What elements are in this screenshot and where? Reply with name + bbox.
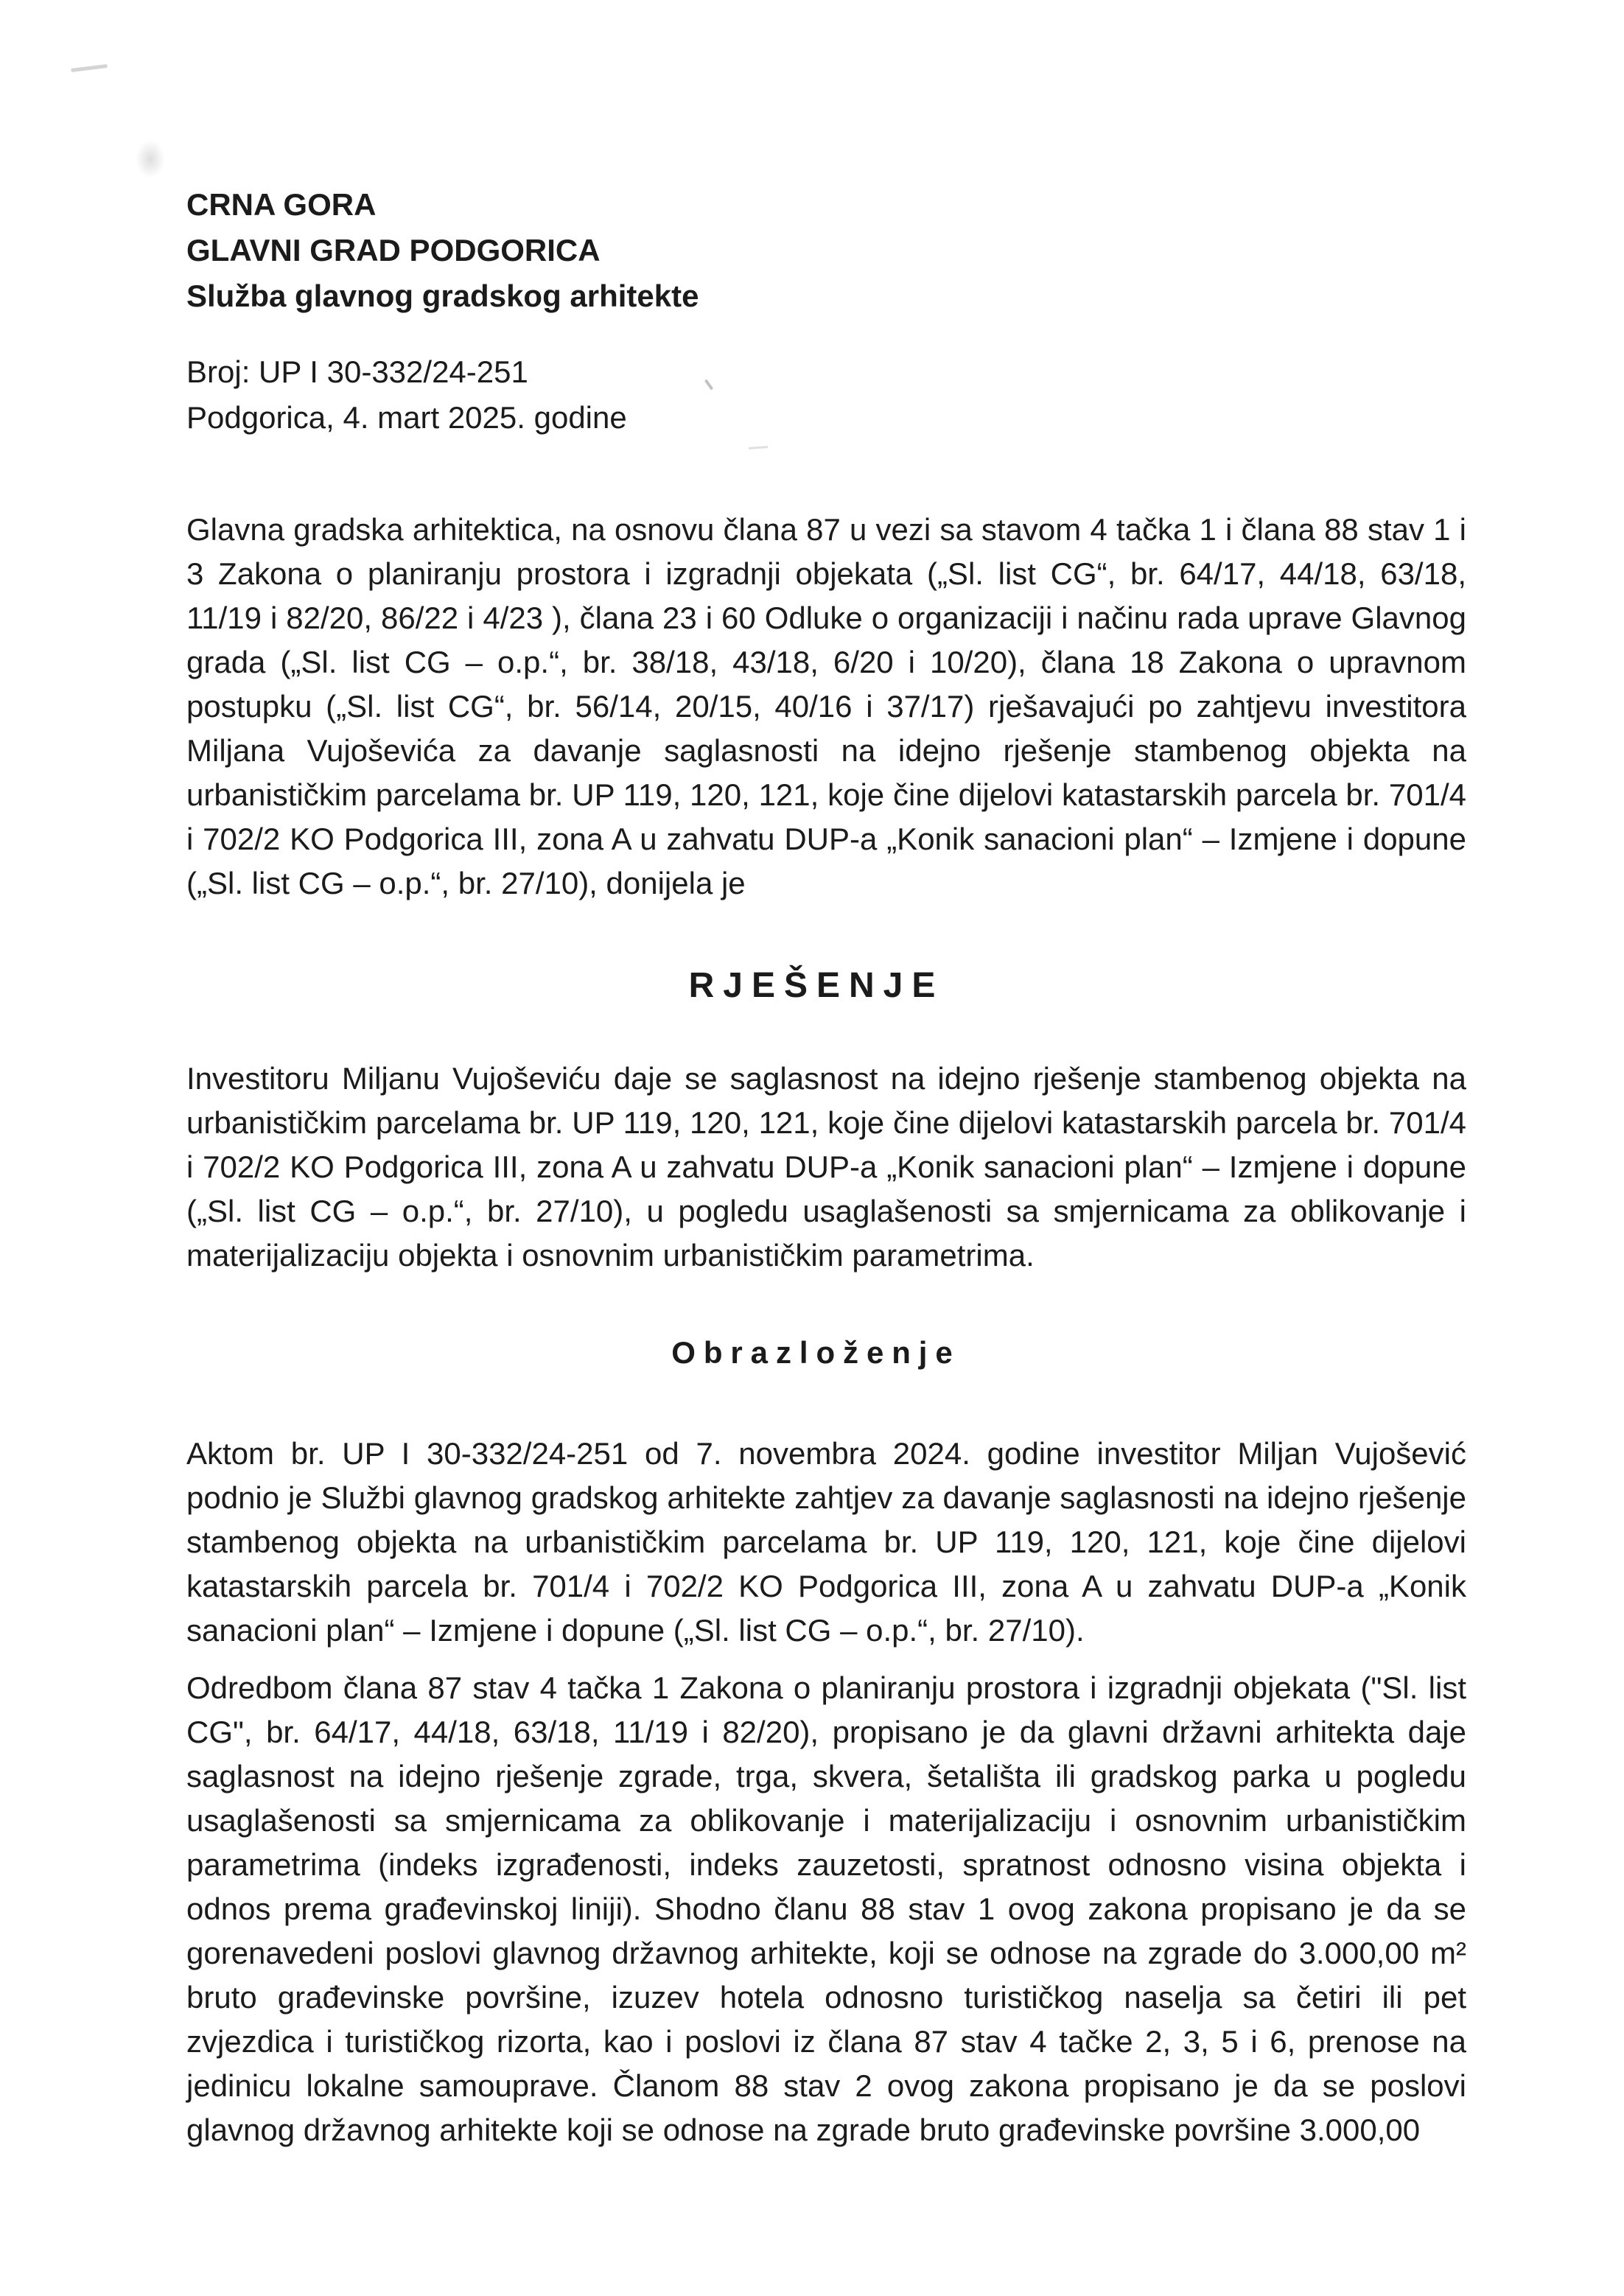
- letterhead-city: GLAVNI GRAD PODGORICA: [186, 233, 601, 267]
- case-number-line: Broj: UP I 30-332/24-251: [186, 354, 528, 389]
- place-date-line: Podgorica, 4. mart 2025. godine: [186, 400, 627, 435]
- intro-paragraph: Glavna gradska arhitektica, na osnovu člana 87 u vezi sa stavom 4 tačka 1 i člana 88 stav 1 i 3 Zakona o planiranju prostora i izgradnji objekata („Sl. list CG“, br. 64/17, 44/18, 63/18, 11/19 i 82/20, 86/22 i 4/23 ), člana 23 i 60 Odluke o organizaciji i načinu rada uprave Glavnog grada („Sl. list CG – o.p.“, br. 38/18, 43/18, 6/20 i 10/20), člana 18 Zakona o upravnom postupku („Sl. list CG“, br. 56/14, 20/15, 40/16 i 37/17) rješavajući po zahtjevu investitora Miljana Vujoševića za davanje saglasnosti na idejno rješenje stambenog objekta na urbanističkim parcelama br. UP 119, 120, 121, koje čine dijelovi katastarskih parcela br. 701/4 i 702/2 KO Podgorica III, zona A u zahvatu DUP-a „Konik sanacioni plan“ – Izmjene i dopune („Sl. list CG – o.p.“, br. 27/10), donijela je: [186, 512, 1466, 900]
- scan-artifact: [136, 140, 165, 178]
- explanation-paragraph-2: Odredbom člana 87 stav 4 tačka 1 Zakona o planiranju prostora i izgradnji objekata ("Sl. list CG", br. 64/17, 44/18, 63/18, 11/19 i 82/20), propisano je da glavni državni arhitekta daje saglasnost na idejno rješenje zgrade, trga, skvera, šetališta ili gradskog parka u pogledu usaglašenosti sa smjernicama za oblikovanje i materijalizaciju i osnovnim urbanističkim parametrima (indeks izgrađenosti, indeks zauzetosti, spratnost odnosno visina objekta i odnos prema građevinskoj liniji). Shodno članu 88 stav 1 ovog zakona propisano je da se gorenavedeni poslovi glavnog državnog arhitekte, koji se odnose na zgrade do 3.000,00 m² bruto građevinske površine, izuzev hotela odnosno turističkog naselja sa četiri ili pet zvjezdica i turističkog rizorta, kao i poslovi iz člana 87 stav 4 tačke 2, 3, 5 i 6, prenose na jedinicu lokalne samouprave. Članom 88 stav 2 ovog zakona propisano je da se poslovi glavnog državnog arhitekte koji se odnose na zgrade bruto građevinske površine 3.000,00: [186, 1670, 1466, 2147]
- letterhead-office: Služba glavnog gradskog arhitekte: [186, 279, 699, 313]
- scan-artifact: [749, 446, 768, 449]
- letterhead: [186, 182, 699, 319]
- reference-block: [186, 349, 627, 441]
- explanation-heading: Obrazloženje: [671, 1335, 961, 1370]
- scan-artifact: [704, 379, 713, 390]
- letterhead-country: CRNA GORA: [186, 187, 377, 222]
- decision-heading: RJEŠENJE: [688, 966, 945, 1005]
- explanation-paragraph-1: Aktom br. UP I 30-332/24-251 od 7. novembra 2024. godine investitor Miljan Vujošević podnio je Službi glavnog gradskog arhitekte zahtjev za davanje saglasnosti na idejno rješenje stambenog objekta na urbanističkim parcelama br. UP 119, 120, 121, koje čine dijelovi katastarskih parcela br. 701/4 i 702/2 KO Podgorica III, zona A u zahvatu DUP-a „Konik sanacioni plan“ – Izmjene i dopune („Sl. list CG – o.p.“, br. 27/10).: [186, 1436, 1466, 1648]
- scan-artifact: [71, 64, 108, 72]
- decision-paragraph: Investitoru Miljanu Vujoševiću daje se saglasnost na idejno rješenje stambenog objekta na urbanističkim parcelama br. UP 119, 120, 121, koje čine dijelovi katastarskih parcela br. 701/4 i 702/2 KO Podgorica III, zona A u zahvatu DUP-a „Konik sanacioni plan“ – Izmjene i dopune („Sl. list CG – o.p.“, br. 27/10), u pogledu usaglašenosti sa smjernicama za oblikovanje i materijalizaciju objekta i osnovnim urbanističkim parametrima.: [186, 1061, 1466, 1273]
